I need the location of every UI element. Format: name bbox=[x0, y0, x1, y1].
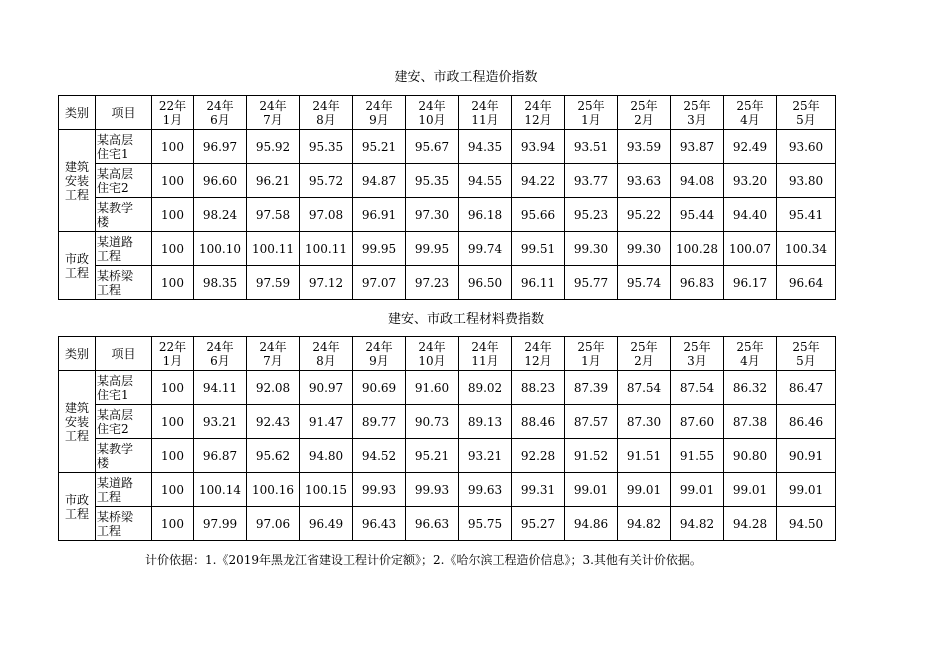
category-cell bbox=[59, 473, 96, 541]
header-period bbox=[194, 337, 247, 371]
table-row bbox=[59, 164, 836, 198]
cell-line: 工程 bbox=[64, 506, 89, 521]
value-cell: 90.80 bbox=[724, 439, 777, 473]
value-cell: 87.57 bbox=[565, 405, 618, 439]
cell-line: 8月 bbox=[316, 112, 336, 127]
cell-line: 3月 bbox=[687, 112, 707, 127]
cell-line: 10月 bbox=[418, 353, 446, 368]
value-cell: 100.16 bbox=[247, 473, 300, 507]
value-cell: 99.93 bbox=[353, 473, 406, 507]
value-cell: 94.28 bbox=[724, 507, 777, 541]
value-cell: 97.59 bbox=[247, 266, 300, 300]
header-category: 类别 bbox=[59, 96, 96, 130]
table-row bbox=[59, 232, 836, 266]
cell-line: 建筑 bbox=[64, 400, 89, 415]
value-cell: 96.43 bbox=[353, 507, 406, 541]
value-cell: 100 bbox=[152, 164, 194, 198]
value-cell: 97.30 bbox=[406, 198, 459, 232]
item-cell bbox=[96, 130, 152, 164]
value-cell: 92.28 bbox=[512, 439, 565, 473]
cell-line: 24年 bbox=[471, 339, 499, 354]
value-cell: 100 bbox=[152, 198, 194, 232]
cell-line: 5月 bbox=[796, 353, 816, 368]
header-period bbox=[406, 96, 459, 130]
value-cell: 94.22 bbox=[512, 164, 565, 198]
header-period bbox=[459, 337, 512, 371]
value-cell: 91.55 bbox=[671, 439, 724, 473]
item-cell bbox=[96, 198, 152, 232]
value-cell: 94.82 bbox=[671, 507, 724, 541]
value-cell: 93.77 bbox=[565, 164, 618, 198]
header-period bbox=[724, 96, 777, 130]
cell-line: 8月 bbox=[316, 353, 336, 368]
cell-line: 24年 bbox=[365, 98, 393, 113]
cell-line: 11月 bbox=[471, 112, 499, 127]
cell-line: 25年 bbox=[683, 339, 711, 354]
cell-line: 25年 bbox=[683, 98, 711, 113]
header-period bbox=[459, 96, 512, 130]
cell-line: 工程 bbox=[64, 428, 89, 443]
header-period bbox=[152, 96, 194, 130]
cell-line: 建筑 bbox=[64, 159, 89, 174]
cell-line: 24年 bbox=[206, 98, 234, 113]
table-row bbox=[59, 266, 836, 300]
value-cell: 89.13 bbox=[459, 405, 512, 439]
table-row bbox=[59, 198, 836, 232]
cell-line: 24年 bbox=[471, 98, 499, 113]
cell-line: 住宅1 bbox=[97, 387, 129, 402]
cell-line: 5月 bbox=[796, 112, 816, 127]
header-period bbox=[618, 96, 671, 130]
value-cell: 95.35 bbox=[300, 130, 353, 164]
cell-line: 安装 bbox=[64, 414, 89, 429]
value-cell: 95.67 bbox=[406, 130, 459, 164]
value-cell: 94.82 bbox=[618, 507, 671, 541]
header-period bbox=[353, 337, 406, 371]
cell-line: 9月 bbox=[369, 112, 389, 127]
cell-line: 楼 bbox=[97, 214, 110, 229]
value-cell: 93.80 bbox=[777, 164, 836, 198]
cell-line: 某道路 bbox=[97, 475, 134, 490]
value-cell: 93.20 bbox=[724, 164, 777, 198]
cell-line: 24年 bbox=[365, 339, 393, 354]
cell-line: 22年 bbox=[158, 339, 187, 354]
item-cell bbox=[96, 232, 152, 266]
value-cell: 97.23 bbox=[406, 266, 459, 300]
value-cell: 94.55 bbox=[459, 164, 512, 198]
cell-line: 24年 bbox=[524, 98, 552, 113]
value-cell: 95.27 bbox=[512, 507, 565, 541]
cell-line: 某高层 bbox=[97, 166, 134, 181]
value-cell: 95.75 bbox=[459, 507, 512, 541]
material-index-title: 建安、市政工程材料费指数 bbox=[387, 312, 544, 327]
cell-line: 2月 bbox=[634, 112, 654, 127]
table-row bbox=[59, 130, 836, 164]
cell-line: 3月 bbox=[687, 353, 707, 368]
item-cell bbox=[96, 371, 152, 405]
cell-line: 22年 bbox=[158, 98, 187, 113]
value-cell: 99.31 bbox=[512, 473, 565, 507]
value-cell: 96.60 bbox=[194, 164, 247, 198]
cell-line: 2月 bbox=[634, 353, 654, 368]
cell-line: 12月 bbox=[524, 112, 552, 127]
header-period bbox=[512, 337, 565, 371]
cell-line: 工程 bbox=[64, 265, 89, 280]
cell-line: 25年 bbox=[792, 98, 820, 113]
value-cell: 96.87 bbox=[194, 439, 247, 473]
cell-line: 6月 bbox=[210, 112, 230, 127]
value-cell: 99.01 bbox=[777, 473, 836, 507]
value-cell: 87.60 bbox=[671, 405, 724, 439]
value-cell: 94.11 bbox=[194, 371, 247, 405]
header-period bbox=[247, 337, 300, 371]
cell-line: 1月 bbox=[162, 112, 183, 127]
value-cell: 97.06 bbox=[247, 507, 300, 541]
table-row bbox=[59, 405, 836, 439]
cell-line: 工程 bbox=[64, 187, 89, 202]
item-cell bbox=[96, 164, 152, 198]
value-cell: 97.58 bbox=[247, 198, 300, 232]
value-cell: 94.35 bbox=[459, 130, 512, 164]
value-cell: 96.21 bbox=[247, 164, 300, 198]
cell-line: 25年 bbox=[736, 339, 764, 354]
value-cell: 96.83 bbox=[671, 266, 724, 300]
value-cell: 95.66 bbox=[512, 198, 565, 232]
value-cell: 93.60 bbox=[777, 130, 836, 164]
value-cell: 100 bbox=[152, 473, 194, 507]
header-category: 类别 bbox=[59, 337, 96, 371]
value-cell: 96.63 bbox=[406, 507, 459, 541]
value-cell: 87.30 bbox=[618, 405, 671, 439]
value-cell: 93.21 bbox=[459, 439, 512, 473]
cell-line: 24年 bbox=[312, 98, 340, 113]
header-period bbox=[777, 337, 836, 371]
table-row bbox=[59, 473, 836, 507]
value-cell: 100.14 bbox=[194, 473, 247, 507]
value-cell: 100 bbox=[152, 405, 194, 439]
value-cell: 100.11 bbox=[300, 232, 353, 266]
cell-line: 24年 bbox=[312, 339, 340, 354]
value-cell: 94.50 bbox=[777, 507, 836, 541]
value-cell: 94.80 bbox=[300, 439, 353, 473]
value-cell: 99.95 bbox=[353, 232, 406, 266]
cell-line: 9月 bbox=[369, 353, 389, 368]
value-cell: 100 bbox=[152, 266, 194, 300]
value-cell: 98.35 bbox=[194, 266, 247, 300]
value-cell: 96.18 bbox=[459, 198, 512, 232]
value-cell: 93.63 bbox=[618, 164, 671, 198]
cell-line: 25年 bbox=[577, 98, 605, 113]
header-period bbox=[565, 337, 618, 371]
value-cell: 100.15 bbox=[300, 473, 353, 507]
cell-line: 某桥梁 bbox=[97, 268, 134, 283]
value-cell: 96.97 bbox=[194, 130, 247, 164]
value-cell: 100 bbox=[152, 439, 194, 473]
cell-line: 25年 bbox=[630, 98, 658, 113]
value-cell: 87.39 bbox=[565, 371, 618, 405]
value-cell: 100 bbox=[152, 371, 194, 405]
cell-line: 10月 bbox=[418, 112, 446, 127]
value-cell: 94.52 bbox=[353, 439, 406, 473]
cell-line: 某桥梁 bbox=[97, 509, 134, 524]
header-period bbox=[618, 337, 671, 371]
value-cell: 93.59 bbox=[618, 130, 671, 164]
table-row bbox=[59, 439, 836, 473]
value-cell: 90.91 bbox=[777, 439, 836, 473]
value-cell: 100.11 bbox=[247, 232, 300, 266]
cell-line: 住宅1 bbox=[97, 146, 129, 161]
cell-line: 某高层 bbox=[97, 132, 134, 147]
value-cell: 87.54 bbox=[618, 371, 671, 405]
value-cell: 88.23 bbox=[512, 371, 565, 405]
cost-index-title: 建安、市政工程造价指数 bbox=[394, 70, 538, 85]
item-cell bbox=[96, 266, 152, 300]
value-cell: 95.62 bbox=[247, 439, 300, 473]
value-cell: 99.01 bbox=[618, 473, 671, 507]
cell-line: 楼 bbox=[97, 455, 110, 470]
header-row bbox=[59, 96, 836, 130]
item-cell bbox=[96, 473, 152, 507]
value-cell: 94.40 bbox=[724, 198, 777, 232]
value-cell: 99.01 bbox=[565, 473, 618, 507]
cell-line: 住宅2 bbox=[97, 421, 129, 436]
value-cell: 97.07 bbox=[353, 266, 406, 300]
value-cell: 86.47 bbox=[777, 371, 836, 405]
cell-line: 24年 bbox=[418, 98, 446, 113]
cell-line: 1月 bbox=[162, 353, 183, 368]
value-cell: 87.54 bbox=[671, 371, 724, 405]
cell-line: 某教学 bbox=[97, 200, 134, 215]
cell-line: 12月 bbox=[524, 353, 552, 368]
cell-line: 市政 bbox=[64, 251, 89, 266]
value-cell: 99.30 bbox=[565, 232, 618, 266]
cell-line: 24年 bbox=[524, 339, 552, 354]
value-cell: 86.46 bbox=[777, 405, 836, 439]
value-cell: 90.69 bbox=[353, 371, 406, 405]
value-cell: 93.87 bbox=[671, 130, 724, 164]
value-cell: 100 bbox=[152, 507, 194, 541]
value-cell: 99.30 bbox=[618, 232, 671, 266]
value-cell: 95.92 bbox=[247, 130, 300, 164]
cell-line: 7月 bbox=[263, 353, 283, 368]
value-cell: 93.21 bbox=[194, 405, 247, 439]
cell-line: 25年 bbox=[792, 339, 820, 354]
value-cell: 99.74 bbox=[459, 232, 512, 266]
value-cell: 100 bbox=[152, 232, 194, 266]
cell-line: 某道路 bbox=[97, 234, 134, 249]
cell-line: 25年 bbox=[736, 98, 764, 113]
item-cell bbox=[96, 507, 152, 541]
value-cell: 89.02 bbox=[459, 371, 512, 405]
header-period bbox=[353, 96, 406, 130]
value-cell: 91.51 bbox=[618, 439, 671, 473]
value-cell: 100.07 bbox=[724, 232, 777, 266]
value-cell: 96.11 bbox=[512, 266, 565, 300]
pricing-basis-note: 计价依据：1.《2019年黑龙江省建设工程计价定额》；2.《哈尔滨工程造价信息》；3.其他有关计价依据。 bbox=[145, 553, 702, 567]
value-cell: 90.97 bbox=[300, 371, 353, 405]
value-cell: 96.49 bbox=[300, 507, 353, 541]
header-item: 项目 bbox=[96, 96, 152, 130]
value-cell: 95.22 bbox=[618, 198, 671, 232]
category-cell bbox=[59, 371, 96, 473]
value-cell: 100.10 bbox=[194, 232, 247, 266]
cell-line: 1月 bbox=[581, 353, 601, 368]
value-cell: 95.23 bbox=[565, 198, 618, 232]
cell-line: 24年 bbox=[259, 339, 287, 354]
item-cell bbox=[96, 439, 152, 473]
value-cell: 92.49 bbox=[724, 130, 777, 164]
value-cell: 97.99 bbox=[194, 507, 247, 541]
cell-line: 某高层 bbox=[97, 407, 134, 422]
header-period bbox=[724, 337, 777, 371]
value-cell: 95.21 bbox=[406, 439, 459, 473]
value-cell: 99.01 bbox=[671, 473, 724, 507]
header-period bbox=[777, 96, 836, 130]
header-period bbox=[671, 337, 724, 371]
value-cell: 96.17 bbox=[724, 266, 777, 300]
value-cell: 95.35 bbox=[406, 164, 459, 198]
cell-line: 6月 bbox=[210, 353, 230, 368]
value-cell: 97.12 bbox=[300, 266, 353, 300]
header-period bbox=[671, 96, 724, 130]
value-cell: 95.21 bbox=[353, 130, 406, 164]
value-cell: 99.63 bbox=[459, 473, 512, 507]
category-cell bbox=[59, 130, 96, 232]
header-period bbox=[247, 96, 300, 130]
header-item: 项目 bbox=[96, 337, 152, 371]
material-index-table bbox=[58, 336, 836, 541]
value-cell: 91.52 bbox=[565, 439, 618, 473]
value-cell: 96.64 bbox=[777, 266, 836, 300]
value-cell: 90.73 bbox=[406, 405, 459, 439]
value-cell: 92.43 bbox=[247, 405, 300, 439]
value-cell: 87.38 bbox=[724, 405, 777, 439]
cell-line: 4月 bbox=[740, 112, 760, 127]
cell-line: 工程 bbox=[97, 489, 122, 504]
value-cell: 94.08 bbox=[671, 164, 724, 198]
cell-line: 24年 bbox=[206, 339, 234, 354]
value-cell: 95.77 bbox=[565, 266, 618, 300]
value-cell: 88.46 bbox=[512, 405, 565, 439]
value-cell: 97.08 bbox=[300, 198, 353, 232]
cell-line: 某教学 bbox=[97, 441, 134, 456]
cell-line: 工程 bbox=[97, 523, 122, 538]
value-cell: 94.87 bbox=[353, 164, 406, 198]
value-cell: 94.86 bbox=[565, 507, 618, 541]
value-cell: 98.24 bbox=[194, 198, 247, 232]
category-cell bbox=[59, 232, 96, 300]
value-cell: 86.32 bbox=[724, 371, 777, 405]
header-period bbox=[512, 96, 565, 130]
value-cell: 100.34 bbox=[777, 232, 836, 266]
cell-line: 1月 bbox=[581, 112, 601, 127]
header-period bbox=[406, 337, 459, 371]
value-cell: 100.28 bbox=[671, 232, 724, 266]
header-period bbox=[152, 337, 194, 371]
cell-line: 市政 bbox=[64, 492, 89, 507]
value-cell: 96.91 bbox=[353, 198, 406, 232]
cell-line: 某高层 bbox=[97, 373, 134, 388]
value-cell: 95.72 bbox=[300, 164, 353, 198]
cell-line: 24年 bbox=[259, 98, 287, 113]
value-cell: 95.41 bbox=[777, 198, 836, 232]
cell-line: 11月 bbox=[471, 353, 499, 368]
value-cell: 100 bbox=[152, 130, 194, 164]
header-row bbox=[59, 337, 836, 371]
table-row bbox=[59, 371, 836, 405]
value-cell: 89.77 bbox=[353, 405, 406, 439]
header-period bbox=[300, 96, 353, 130]
value-cell: 91.60 bbox=[406, 371, 459, 405]
value-cell: 99.01 bbox=[724, 473, 777, 507]
table-row bbox=[59, 507, 836, 541]
value-cell: 99.51 bbox=[512, 232, 565, 266]
value-cell: 91.47 bbox=[300, 405, 353, 439]
item-cell bbox=[96, 405, 152, 439]
value-cell: 95.74 bbox=[618, 266, 671, 300]
cell-line: 工程 bbox=[97, 248, 122, 263]
cell-line: 住宅2 bbox=[97, 180, 129, 195]
value-cell: 93.51 bbox=[565, 130, 618, 164]
value-cell: 95.44 bbox=[671, 198, 724, 232]
cell-line: 25年 bbox=[577, 339, 605, 354]
header-period bbox=[565, 96, 618, 130]
cell-line: 25年 bbox=[630, 339, 658, 354]
value-cell: 99.93 bbox=[406, 473, 459, 507]
header-period bbox=[194, 96, 247, 130]
value-cell: 99.95 bbox=[406, 232, 459, 266]
header-period bbox=[300, 337, 353, 371]
value-cell: 96.50 bbox=[459, 266, 512, 300]
cell-line: 安装 bbox=[64, 173, 89, 188]
value-cell: 93.94 bbox=[512, 130, 565, 164]
cell-line: 24年 bbox=[418, 339, 446, 354]
value-cell: 92.08 bbox=[247, 371, 300, 405]
cell-line: 工程 bbox=[97, 282, 122, 297]
cell-line: 4月 bbox=[740, 353, 760, 368]
cost-index-table bbox=[58, 95, 836, 300]
cell-line: 7月 bbox=[263, 112, 283, 127]
